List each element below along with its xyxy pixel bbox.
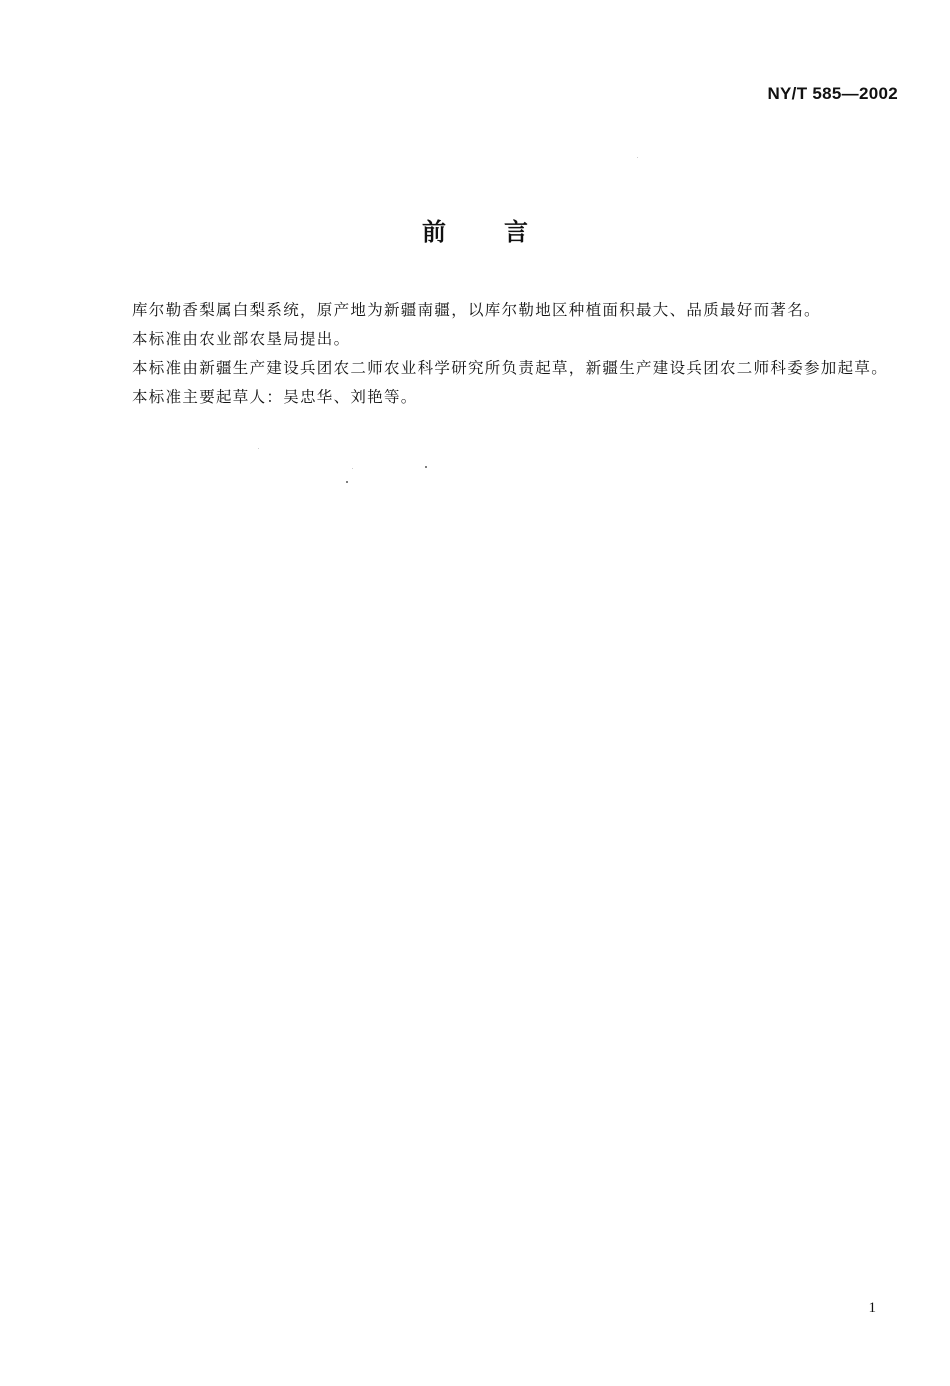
scan-speck xyxy=(425,466,427,468)
foreword-paragraph-1: 库尔勒香梨属白梨系统，原产地为新疆南疆，以库尔勒地区种植面积最大、品质最好而著名。 xyxy=(132,301,821,319)
page-number: 1 xyxy=(868,1300,876,1316)
scan-speck xyxy=(637,157,638,158)
page-title: 前言 xyxy=(422,218,586,246)
scan-speck xyxy=(352,468,353,469)
foreword-body xyxy=(84,296,900,412)
foreword-paragraph-3: 本标准由新疆生产建设兵团农二师农业科学研究所负责起草，新疆生产建设兵团农二师科委参加起草。 xyxy=(132,359,889,377)
foreword-paragraph-4: 本标准主要起草人：吴忠华、刘艳等。 xyxy=(132,388,418,406)
foreword-paragraph-2: 本标准由农业部农垦局提出。 xyxy=(132,330,351,348)
standard-code: NY/T 585—2002 xyxy=(767,84,898,103)
scan-speck xyxy=(346,481,348,483)
scan-speck xyxy=(258,448,259,449)
